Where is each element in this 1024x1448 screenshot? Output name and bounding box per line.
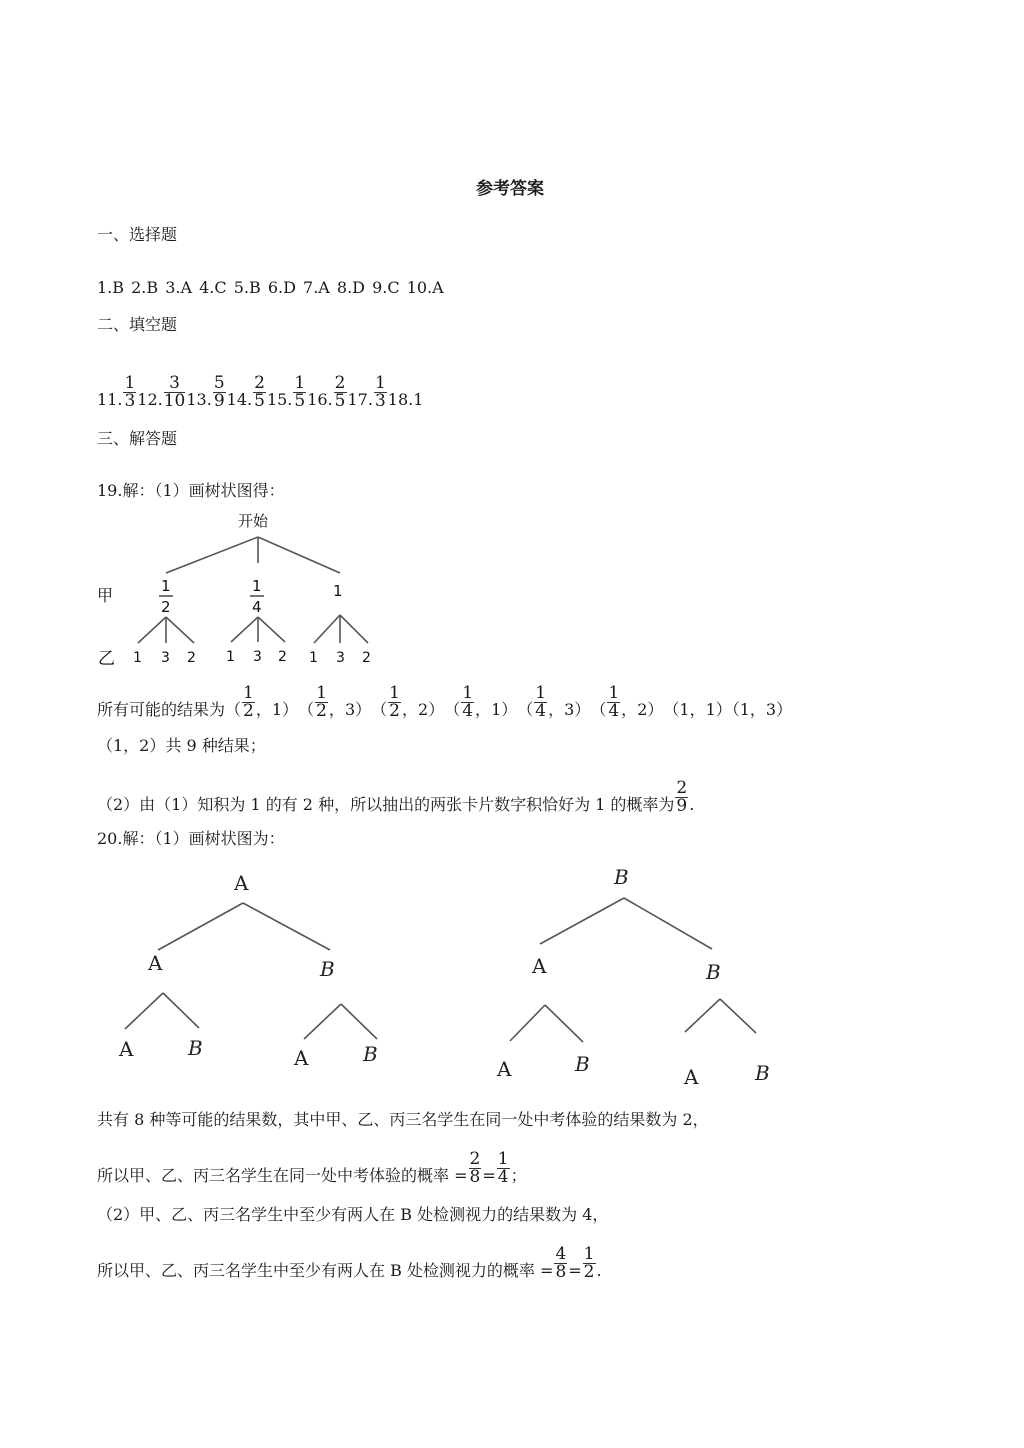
equals: = <box>482 1166 496 1185</box>
node-2-num: 1 <box>252 577 262 595</box>
q19-tree-diagram <box>90 505 400 675</box>
q20-tree-left <box>110 862 410 1077</box>
leaf-1: 1 <box>133 650 142 666</box>
q20-sentence-3: （2）甲、乙、丙三名学生中至少有两人在 B 处检测视力的结果数为 4， <box>97 1205 609 1224</box>
fraction: $\frac{1}{2}$ <box>316 683 327 721</box>
fraction: $\frac{1}{4}$ <box>535 683 547 721</box>
q20-s4-text: 所以甲、乙、丙三名学生中至少有两人在 B 处检测视力的概率 = <box>97 1261 554 1280</box>
tree-left-root: A <box>234 871 249 895</box>
q19-results <box>97 676 792 720</box>
fill-answer-number: 17. <box>347 390 373 409</box>
fraction: $\frac{2}{5}$ <box>334 373 346 411</box>
q20-sentence-2 <box>97 1143 527 1186</box>
paren: （ <box>590 700 607 719</box>
result-second-value: 2 <box>418 700 429 719</box>
paren: （ <box>225 700 242 719</box>
leaf-3: 3 <box>336 650 345 666</box>
paren: ） <box>428 700 445 719</box>
row-label-yi: 乙 <box>98 649 115 669</box>
leaf-B: B <box>755 1061 770 1085</box>
fraction: $\frac{1}{2}$ <box>389 683 400 721</box>
node-B: B <box>706 960 721 984</box>
paren: （ <box>298 700 315 719</box>
fraction: $\frac{4}{8}$ <box>555 1244 567 1282</box>
fraction: $\frac{5}{9}$ <box>213 373 225 411</box>
node-2-den: 4 <box>252 598 262 616</box>
tree-right-root: B <box>614 865 629 889</box>
fraction: $\frac{1}{2}$ <box>243 683 254 721</box>
q19-results-line2: （1，2）共 9 种结果； <box>97 736 266 755</box>
paren: （ <box>444 700 461 719</box>
q20-tree-right <box>490 862 790 1092</box>
equals: = <box>568 1261 582 1280</box>
node-B: B <box>320 957 335 981</box>
leaf-2: 2 <box>278 649 287 665</box>
fill-answer-number: 14. <box>226 390 253 409</box>
leaf-2: 2 <box>362 650 371 666</box>
result-second-value: 2 <box>637 700 648 719</box>
fill-answer-number: 15. <box>266 390 293 409</box>
q19-part2-text: （2）由（1）知积为 1 的有 2 种，所以抽出的两张卡片数字积恰好为 1 的概率为 <box>97 795 675 814</box>
comma: ， <box>548 700 565 719</box>
results-tail: （1，1）（1，3） <box>663 700 793 719</box>
fraction: $\frac{1}{4}$ <box>462 683 474 721</box>
results-prefix: 所有可能的结果为 <box>97 700 226 719</box>
fraction: $\frac{1}{3}$ <box>374 373 386 411</box>
fill-answer-number: 11. <box>97 390 123 409</box>
leaf-A: A <box>497 1057 512 1081</box>
q20-sentence-4 <box>97 1238 602 1281</box>
comma: ， <box>621 700 638 719</box>
fraction: $\frac{1}{5}$ <box>294 373 306 411</box>
leaf-B: B <box>575 1052 590 1076</box>
row-label-jia: 甲 <box>97 586 114 605</box>
fill-answer-number: 16. <box>307 390 333 409</box>
leaf-1: 1 <box>309 650 318 666</box>
q19-intro: 19.解：（1）画树状图得： <box>97 481 285 500</box>
paren: ） <box>647 700 664 719</box>
leaf-3: 3 <box>161 650 170 666</box>
fill-answer-18: 18.1 <box>387 390 424 409</box>
paren: ） <box>355 700 372 719</box>
section-heading-fill: 二、填空题 <box>97 315 178 334</box>
comma: ， <box>328 700 345 719</box>
q20-sentence-1: 共有 8 种等可能的结果数，其中甲、乙、丙三名学生在同一处中考体验的结果数为 2， <box>97 1110 709 1129</box>
leaf-B: B <box>363 1042 378 1066</box>
paren: ） <box>501 700 518 719</box>
section-heading-solve: 三、解答题 <box>97 429 178 448</box>
fraction: $\frac{1}{4}$ <box>608 683 620 721</box>
leaf-A: A <box>684 1065 699 1089</box>
fraction: $\frac{2}{5}$ <box>254 373 265 411</box>
result-second-value: 1 <box>491 700 502 719</box>
fraction: $\frac{2}{8}$ <box>469 1149 481 1187</box>
tree-root-label: 开始 <box>238 512 269 530</box>
fraction: $\frac{2}{9}$ <box>676 778 688 816</box>
period: . <box>596 1261 602 1280</box>
leaf-A: A <box>294 1046 309 1070</box>
paren: ） <box>574 700 591 719</box>
leaf-B: B <box>188 1036 203 1060</box>
q20-intro: 20.解：（1）画树状图为： <box>97 829 285 848</box>
paren: （ <box>517 700 534 719</box>
fraction: $\frac{1}{2}$ <box>583 1244 595 1282</box>
node-1-num: 1 <box>161 577 171 595</box>
paren: （ <box>371 700 388 719</box>
section-heading-choice: 一、选择题 <box>97 225 178 244</box>
q20-s2-text: 所以甲、乙、丙三名学生在同一处中考体验的概率 = <box>97 1166 468 1185</box>
semicolon: ； <box>510 1166 527 1185</box>
result-second-value: 3 <box>344 700 356 719</box>
comma: ， <box>401 700 418 719</box>
fill-answers <box>97 360 423 410</box>
leaf-1: 1 <box>226 649 235 665</box>
fraction: $\frac{1}{3}$ <box>124 373 136 411</box>
comma: ， <box>475 700 492 719</box>
result-second-value: 3 <box>564 700 575 719</box>
fraction: $\frac{3}{10}$ <box>163 373 186 411</box>
leaf-A: A <box>119 1037 134 1061</box>
fraction: $\frac{1}{4}$ <box>497 1149 509 1187</box>
fill-answer-number: 13. <box>186 390 212 409</box>
comma: ， <box>255 700 272 719</box>
q19-part2 <box>97 770 694 815</box>
result-second-value: 1 <box>271 700 283 719</box>
paren: ） <box>282 700 299 719</box>
node-1-den: 2 <box>161 598 171 616</box>
leaf-2: 2 <box>187 650 196 666</box>
choice-answers: 1.B 2.B 3.A 4.C 5.B 6.D 7.A 8.D 9.C 10.A <box>97 278 444 297</box>
page-title: 参考答案 <box>476 179 544 199</box>
node-A: A <box>532 954 547 978</box>
leaf-3: 3 <box>253 649 262 665</box>
node-3-val: 1 <box>333 582 343 600</box>
period: . <box>689 795 695 814</box>
fill-answer-number: 12. <box>137 390 163 409</box>
node-A: A <box>148 951 163 975</box>
